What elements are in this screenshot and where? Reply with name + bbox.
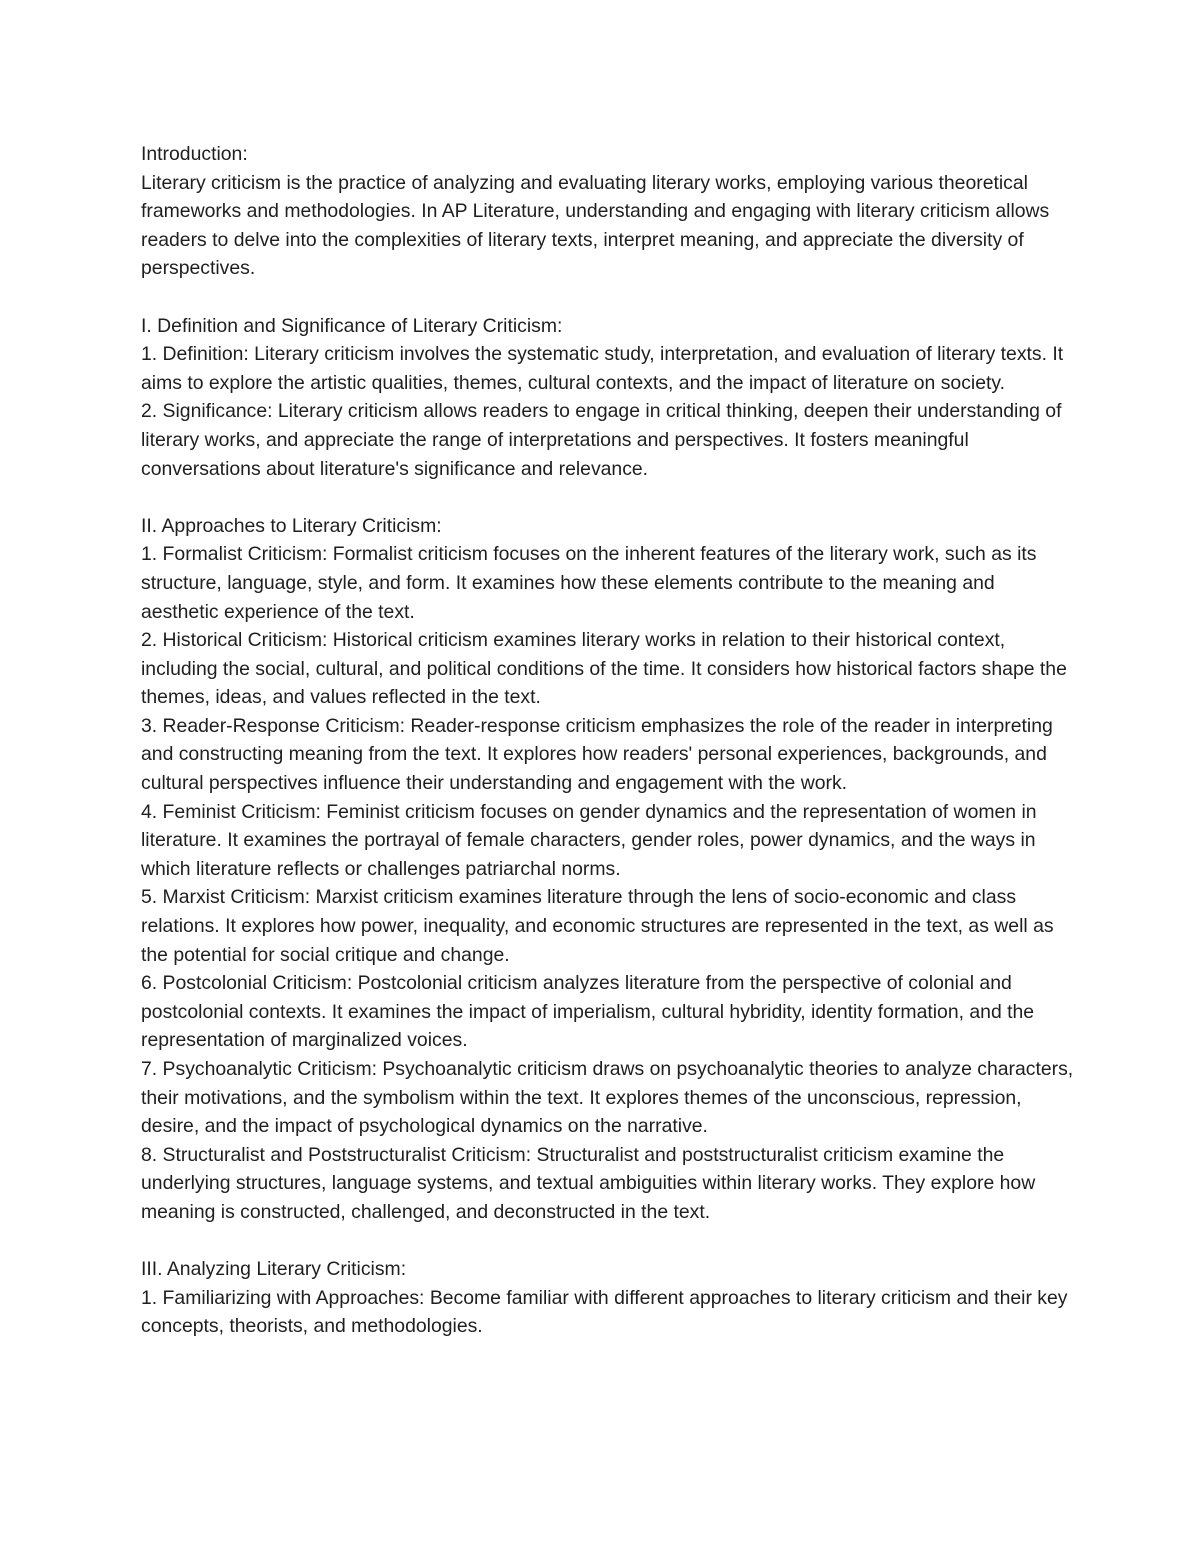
section-1-heading: I. Definition and Significance of Literary Criticism: — [141, 314, 563, 337]
section-2-item-marxist: 5. Marxist Criticism: Marxist criticism examines literature through the lens of socio-economic and class relations. It explores how power, inequality, and economic structures are represented in the text, as well as the potential for social critique and change. — [141, 886, 1059, 966]
paragraph-gap — [141, 483, 1076, 512]
section-1-item-significance: 2. Significance: Literary criticism allows readers to engage in critical thinking, deepen their understanding of literary works, and appreciate the range of interpretations and perspectives. It fosters meaningful conversations about literature's significance and relevance. — [141, 400, 1067, 480]
section-2-item-psychoanalytic: 7. Psychoanalytic Criticism: Psychoanalytic criticism draws on psychoanalytic theories to analyze characters, their motivations, and the symbolism within the text. It explores themes of the unconscious, repression, desire, and the impact of psychological dynamics on the narrative. — [141, 1058, 1079, 1138]
intro-paragraph: Literary criticism is the practice of analyzing and evaluating literary works, employing various theoretical frameworks and methodologies. In AP Literature, understanding and engaging with literary criticism allows readers to delve into the complexities of literary texts, interpret meaning, and appreciate the diversity of perspectives. — [141, 171, 1055, 280]
section-3-item-familiarizing: 1. Familiarizing with Approaches: Become familiar with different approaches to literary criticism and their key concepts, theorists, and methodologies. — [141, 1286, 1073, 1338]
document-body — [141, 140, 1079, 1341]
section-2-heading: II. Approaches to Literary Criticism: — [141, 514, 442, 537]
section-2-item-reader-response: 3. Reader-Response Criticism: Reader-response criticism emphasizes the role of the reader in interpreting and constructing meaning from the text. It explores how readers' personal experiences, backgrounds, and cultural perspectives influence their understanding and engagement with the work. — [141, 714, 1059, 795]
paragraph-gap — [141, 1227, 1076, 1256]
section-3-heading: III. Analyzing Literary Criticism: — [141, 1258, 407, 1281]
section-2-item-postcolonial: 6. Postcolonial Criticism: Postcolonial criticism analyzes literature from the perspective of colonial and postcolonial contexts. It examines the impact of imperialism, cultural hybridity, identity formation, and the representation of marginalized voices. — [141, 972, 1040, 1052]
section-2-item-feminist: 4. Feminist Criticism: Feminist criticism focuses on gender dynamics and the representation of women in literature. It examines the portrayal of female characters, gender roles, power dynamics, and the ways in which literature reflects or challenges patriarchal norms. — [141, 800, 1042, 880]
paragraph-gap — [141, 283, 1076, 312]
intro-heading: Introduction: — [141, 143, 248, 165]
section-1-item-definition: 1. Definition: Literary criticism involves the systematic study, interpretation, and evaluation of literary texts. It aims to explore the artistic qualities, themes, cultural contexts, and the impact of literature on society. — [141, 343, 1069, 394]
section-2-item-structuralist: 8. Structuralist and Poststructuralist Criticism: Structuralist and poststructuralist criticism examine the underlying structures, language systems, and textual ambiguities within literary works. They explore how meaning is constructed, challenged, and deconstructed in the text. — [141, 1143, 1041, 1223]
section-2-item-historical: 2. Historical Criticism: Historical criticism examines literary works in relation to their historical context, including the social, cultural, and political conditions of the time. It considers how historical factors shape the themes, ideas, and values reflected in the text. — [141, 629, 1073, 709]
section-2-item-formalist: 1. Formalist Criticism: Formalist criticism focuses on the inherent features of the literary work, such as its structure, language, style, and form. It examines how these elements contribute to the meaning and aesthetic experience of the text. — [141, 543, 1042, 623]
